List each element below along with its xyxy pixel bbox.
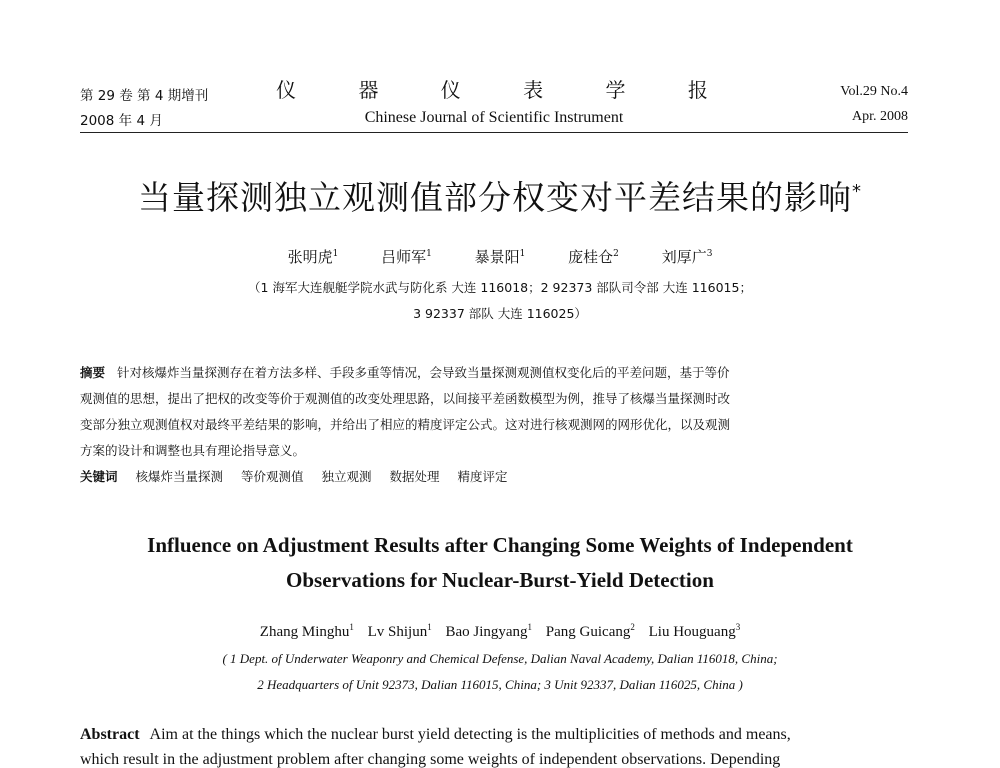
abstract-cn-line: 针对核爆炸当量探测存在着方法多样、手段多重等情况，会导致当量探测观测值权变化后的平差问题，基于等价 xyxy=(116,365,730,380)
author-en: Liu Houguang$^3$ xyxy=(648,622,741,640)
author-en: Lv Shijun$^1$ xyxy=(367,622,432,640)
author-en: Zhang Minghu$^1$ xyxy=(259,622,354,640)
abstract-cn xyxy=(80,360,910,490)
abstract-en-line2: which result in the adjustment problem after changing some weights of independent observations. Depending xyxy=(80,751,781,768)
affiliation-en-line1: ( 1 Dept. of Underwater Weaponry and Chemical Defense, Dalian Naval Academy, Dalian 116018, China; xyxy=(222,651,778,666)
title-cn-text: 当量探测独立观测值部分权变对平差结果的影响 xyxy=(138,178,852,217)
keyword: 精度评定 xyxy=(457,469,508,484)
abstract-cn-line: 方案的设计和调整也具有理论指导意义。 xyxy=(80,443,306,458)
date-cn: 2008 年 4 月 xyxy=(80,113,163,129)
author-en: Bao Jingyang$^1$ xyxy=(445,622,533,640)
volume-cn: 第 29 卷 第 4 期增刊 xyxy=(80,88,209,104)
abstract-cn-line: 变部分独立观测值权对最终平差结果的影响，并给出了相应的精度评定公式。这对进行核观测网的网形优化，以及观测 xyxy=(80,417,731,432)
author-cn: 张明虎$^1$ xyxy=(287,248,339,266)
authors-en xyxy=(0,622,1000,641)
abstract-en xyxy=(80,726,920,744)
keywords-cn xyxy=(80,464,910,490)
author-cn: 暴景阳$^1$ xyxy=(474,248,526,266)
journal-header-top xyxy=(80,78,908,104)
paper-title-en xyxy=(80,528,920,598)
authors-cn xyxy=(0,246,1000,267)
journal-title-en: Chinese Journal of Scientific Instrument xyxy=(364,109,624,126)
date-en: Apr. 2008 xyxy=(852,109,908,124)
keyword: 数据处理 xyxy=(389,469,440,484)
journal-title-cn: 仪 器 仪 表 学 报 xyxy=(276,78,736,102)
keyword: 独立观测 xyxy=(321,469,372,484)
author-cn: 刘厚广$^3$ xyxy=(661,248,713,266)
volume-en: Vol.29 No.4 xyxy=(840,84,908,99)
title-en-line2: Observations for Nuclear-Burst-Yield Detection xyxy=(286,568,714,592)
keyword: 等价观测值 xyxy=(241,469,304,484)
abstract-en-label: Abstract xyxy=(80,726,140,743)
keyword: 核爆炸当量探测 xyxy=(135,469,224,484)
abstract-cn-line: 观测值的思想，提出了把权的改变等价于观测值的改变处理思路，以间接平差函数模型为例，推导了核爆当量探测时改 xyxy=(80,391,731,406)
affiliation-cn-line2: 3 92337 部队 大连 116025） xyxy=(413,306,587,321)
abstract-cn-label: 摘要 xyxy=(80,365,106,380)
author-en: Pang Guicang$^2$ xyxy=(545,622,635,640)
abstract-en-line: Aim at the things which the nuclear burst yield detecting is the multiplicities of methods and means, xyxy=(149,726,791,743)
journal-header-bottom xyxy=(80,106,908,133)
paper-title-cn xyxy=(0,172,1000,219)
keywords-cn-label: 关键词 xyxy=(80,469,118,484)
author-cn: 吕师军$^1$ xyxy=(381,248,432,266)
affiliation-cn-line1: （1 海军大连舰艇学院水武与防化系 大连 116018；2 92373 部队司令部 大连 116015； xyxy=(248,280,752,295)
title-footnote-mark: * xyxy=(852,181,862,202)
title-en-line1: Influence on Adjustment Results after Changing Some Weights of Independent xyxy=(147,533,853,557)
affiliation-en-line2: 2 Headquarters of Unit 92373, Dalian 116015, China; 3 Unit 92337, Dalian 116025, China ) xyxy=(257,677,743,692)
author-cn: 庞桂仓$^2$ xyxy=(568,248,619,266)
